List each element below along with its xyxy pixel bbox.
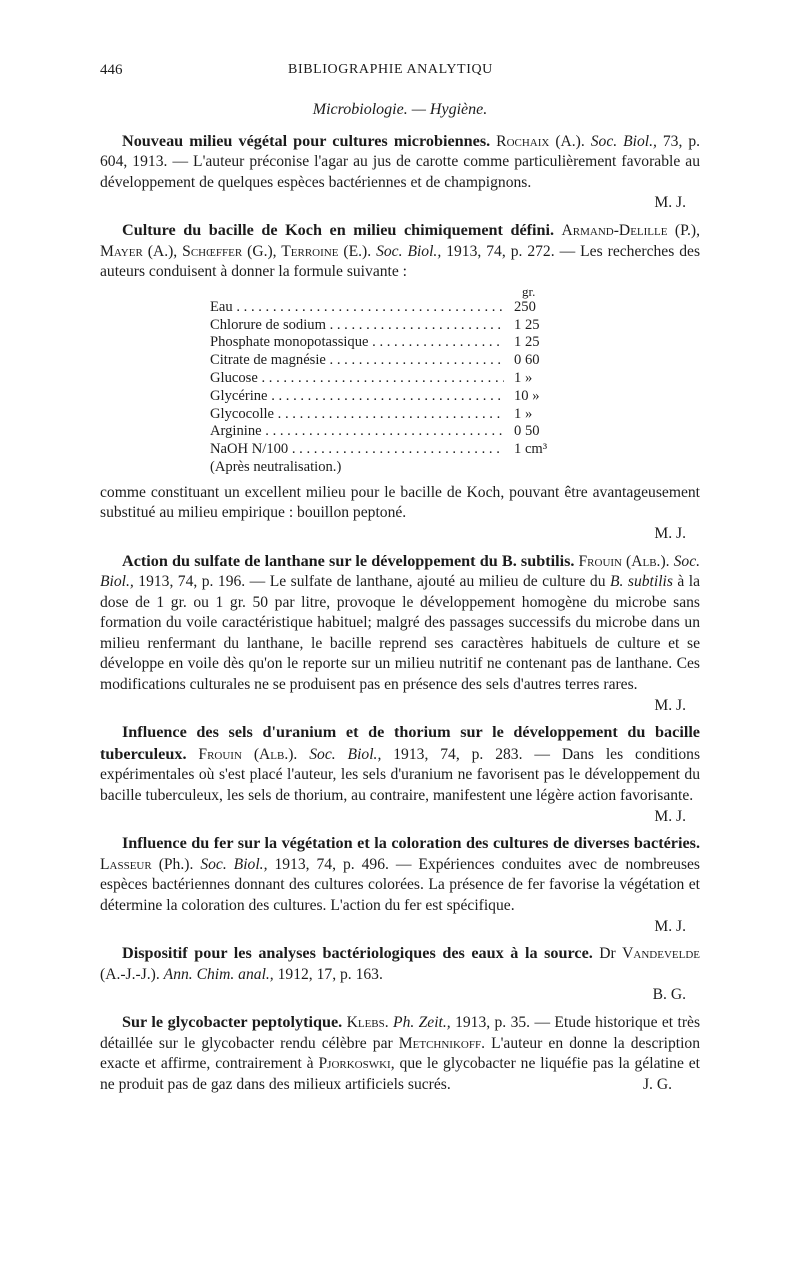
entry-author: Klebs. [346, 1013, 389, 1031]
formula-row [210, 388, 580, 406]
entry-author-initials: (A.-J.-J.). [100, 965, 160, 983]
entry-abstract: — Expériences conduites avec de nombreuses espèces bactériennes donnant des cultures colorées. La présence de fer favorise la végétation et détermine la coloration des cultures. L'action du fer est spécifique. [100, 855, 700, 914]
bibliography-entry [100, 722, 700, 827]
ingredient-name: Glycérine . . . [210, 388, 504, 406]
formula-row [210, 317, 580, 335]
ingredient-quantity: 1 cm³ [514, 441, 548, 458]
entry-abstract: — Dans les conditions expérimentales où s'est placé l'auteur, les sels d'uranium ne favorisent pas le développement du bacille tuberculeux, les sels de thorium, au contraire, manifestent une légère action favorisante. [100, 745, 701, 805]
entry-citation: 73, p. 604, 1913. [100, 132, 701, 171]
bibliography-entry [100, 943, 700, 1006]
entry-citation: 1913, 74, p. 272. [446, 242, 555, 260]
entry-abstract: — L'auteur préconise l'agar au jus de carotte comme particulièrement favorable au développement de quelques espèces bactériennes et de champignons. [100, 153, 700, 191]
entry-journal: Soc. Biol., [200, 855, 268, 873]
entry-author-initials: (Alb.). [253, 745, 298, 763]
ingredient-quantity: 250 [514, 298, 536, 315]
entry-person: Metchnikoff. [398, 1034, 485, 1052]
bibliography-entry [100, 1012, 700, 1095]
entry-citation: 1912, 17, p. 163. [277, 965, 383, 983]
formula-row [210, 423, 580, 441]
formula-row [210, 299, 580, 317]
entry-author-initials: (A.). [555, 132, 585, 150]
entry-title: Nouveau milieu végétal pour cultures microbiennes. [122, 131, 491, 150]
entry-title: Dispositif pour les analyses bactériologiques des eaux à la source. [122, 944, 593, 963]
entry-author-initials: (Ph.). [158, 855, 194, 873]
bibliography-entry [100, 220, 700, 283]
entry-signature: B. G. [652, 986, 686, 1004]
bibliography-entry [100, 551, 700, 717]
entry-signature: M. J. [654, 524, 686, 542]
entry-author: Frouin [578, 552, 623, 570]
entry-title: Culture du bacille de Koch en milieu chimiquement défini. [122, 220, 555, 239]
ingredient-name: Arginine . . . [210, 423, 504, 441]
entry-citation: 1913, 74, p. 496. [274, 855, 389, 873]
formula-unit-header: gr. [522, 283, 536, 299]
ingredient-name: Chlorure de sodium . . . [210, 317, 504, 335]
page-header [100, 62, 700, 86]
entry-title: Influence du fer sur la végétation et la coloration des cultures de diverses bactéries. [122, 834, 700, 853]
ingredient-name: Phosphate monopotassique . . . [210, 334, 504, 352]
entry-journal: Soc. Biol., [376, 242, 442, 260]
ingredient-name: Citrate de magnésie . . . [210, 352, 504, 370]
entry-author: Frouin [198, 745, 242, 763]
entry-abstract: — Etude historique et très détaillée sur le glycobacter rendu célèbre par [100, 1013, 701, 1052]
entry-abstract: — Le sulfate de lanthane, ajouté au milieu de culture du [249, 573, 606, 591]
ingredient-name: Eau . . . [210, 299, 504, 317]
bibliography-entry [100, 131, 700, 214]
ingredient-name: NaOH N/100 . . . [210, 441, 504, 459]
ingredient-quantity: 10 » [514, 387, 540, 404]
entry-journal: Soc. Biol., [100, 552, 701, 591]
section-title: Microbiologie. — Hygiène. [312, 101, 488, 118]
entry-citation: 1913, 74, p. 196. [138, 573, 246, 591]
formula-row [210, 406, 580, 424]
formula-row [210, 370, 580, 388]
entry-species: B. subtilis [610, 573, 673, 591]
entry-title: Sur le glycobacter peptolytique. [122, 1012, 343, 1031]
entry-title: Action du sulfate de lanthane sur le développement du B. subtilis. [122, 551, 575, 570]
entry-signature: M. J. [654, 194, 686, 212]
entry-title: Influence des sels d'uranium et de thorium sur le développement du bacille tuberculeux. [100, 723, 700, 763]
entry-author-prefix: Dr [599, 945, 616, 963]
entry-abstract: — Les recherches des auteurs conduisent à donner la formule suivante : [100, 242, 701, 281]
entry-abstract-continued: comme constituant un excellent milieu pour le bacille de Koch, pouvant être avantageusement substitué au milieu empirique : bouillon peptoné. [100, 483, 700, 522]
entry-citation: 1913, p. 35. [455, 1013, 531, 1031]
ingredient-quantity: 1 25 [514, 334, 540, 351]
page-content [100, 100, 700, 1101]
ingredient-quantity: 1 25 [514, 316, 540, 333]
entry-journal: Ann. Chim. anal., [163, 965, 274, 983]
ingredient-name: Glucose . . . [210, 370, 504, 388]
entry-signature: M. J. [654, 917, 686, 935]
entry-abstract-part: à la dose de 1 gr. ou 1 gr. 50 par litre, provoque le développement homogène du microbe sans formation du voile caractéristique habituel; malgré des passages successifs du microbe dans un milieu renfermant du lanthane, le bacille reprend ses caractères habituels de culture et se développe en voile dès qu'on le reporte sur un milieu nutritif ne contenant pas de lanthane. Ces modifications culturales ne se produisent pas en présence des sels d'autres terres rares. [100, 573, 701, 694]
entry-continuation [100, 483, 700, 545]
entry-author: Rochaix [496, 132, 550, 150]
bibliography-entry [100, 833, 700, 937]
ingredient-name: Glycocolle . . . [210, 406, 504, 424]
running-title: BIBLIOGRAPHIE ANALYTIQU [288, 62, 493, 77]
entry-person: Pjorkoswki, [318, 1055, 395, 1073]
entry-signature: M. J. [654, 696, 686, 714]
entry-author: Vandevelde [622, 945, 700, 963]
entry-abstract-part: que le glycobacter ne liquéfie pas la gélatine et ne produit pas de gaz dans des milieux artificiels sucrés. [100, 1055, 701, 1093]
page-number: 446 [100, 62, 123, 78]
formula-row [210, 441, 580, 459]
entry-author-initials: (Alb.). [626, 552, 670, 570]
entry-signature: J. G. [642, 1075, 672, 1093]
ingredient-quantity: 0 60 [514, 352, 540, 369]
entry-abstract-part: L'auteur en donne la description exacte et affirme, contrairement à [100, 1034, 700, 1073]
entry-citation: 1913, 74, p. 283. [393, 745, 523, 763]
entry-signature: M. J. [654, 807, 686, 825]
ingredient-quantity: 1 » [514, 369, 533, 386]
entry-journal: Soc. Biol., [309, 745, 382, 763]
formula-row [210, 334, 580, 352]
formula-note: (Après neutralisation.) [210, 458, 342, 475]
ingredient-quantity: 0 50 [514, 423, 540, 440]
entry-author: Lasseur [100, 855, 152, 873]
entry-journal: Soc. Biol., [590, 132, 657, 150]
ingredient-quantity: 1 » [514, 405, 533, 422]
entry-authors: Armand-Delille (P.), Mayer (A.), Schœffer (G.), Terroine (E.). [100, 221, 700, 260]
formula-table [210, 285, 580, 477]
entry-journal: Ph. Zeit., [393, 1013, 451, 1031]
formula-row [210, 352, 580, 370]
